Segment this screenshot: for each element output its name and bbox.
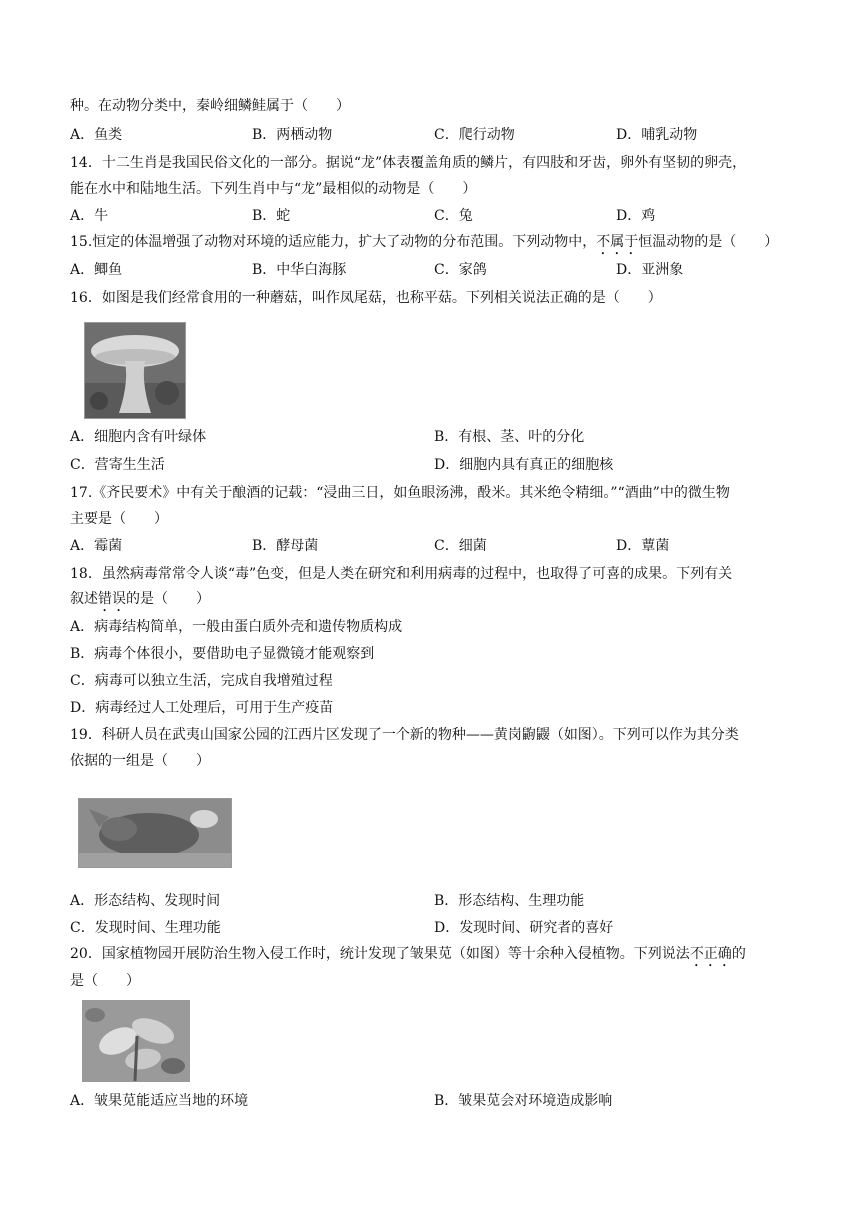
q17-option-c: C．细菌 — [434, 538, 487, 554]
q15-option-c: C．家鸽 — [434, 262, 487, 278]
q19-option-d: D．发现时间、研究者的喜好 — [434, 920, 614, 936]
q16-option-b: B．有根、茎、叶的分化 — [434, 429, 585, 445]
q17-option-b: B．酵母菌 — [252, 538, 319, 554]
q15-option-a: A．鲫鱼 — [70, 262, 123, 278]
q20-stem-emphasis: 不正确 — [689, 946, 732, 962]
q20-option-a: A．皱果苋能适应当地的环境 — [70, 1093, 249, 1109]
q18-stem-pre: 叙述 — [70, 591, 98, 607]
q17-stem-line1: 17.《齐民要术》中有关于酿酒的记载：“浸曲三日，如鱼眼汤沸，酘米。其米绝令精细。”“酒曲”中的微生物 — [70, 485, 730, 501]
q18-option-c: C．病毒可以独立生活，完成自我增殖过程 — [70, 673, 333, 689]
q15-option-b: B．中华白海豚 — [252, 262, 347, 278]
q18-option-b: B．病毒个体很小，要借助电子显微镜才能观察到 — [70, 646, 375, 662]
q19-option-b: B．形态结构、生理功能 — [434, 893, 585, 909]
q14-stem-line2: 能在水中和陆地生活。下列生肖中与“龙”最相似的动物是（ ） — [70, 181, 477, 197]
q19-option-c: C．发现时间、生理功能 — [70, 920, 221, 936]
q14-option-c: C．兔 — [434, 208, 473, 224]
q14-option-b: B．蛇 — [252, 208, 291, 224]
q16-option-c: C．营寄生生活 — [70, 457, 165, 473]
q14-stem-line1: 14．十二生肖是我国民俗文化的一部分。据说“龙”体表覆盖角质的鳞片，有四肢和牙齿，卵外有坚韧的卵壳， — [70, 155, 747, 171]
q15-stem-emphasis: 不属于 — [596, 234, 639, 250]
q20-stem-line2: 是（ ） — [70, 973, 140, 989]
q19-stem-line1: 19．科研人员在武夷山国家公园的江西片区发现了一个新的物种——黄岗鼩鼹（如图）。下列可以作为其分类 — [70, 727, 739, 743]
q16-option-a: A．细胞内含有叶绿体 — [70, 429, 207, 445]
q17-option-a: A．霉菌 — [70, 538, 123, 554]
q20-stem-line1 — [70, 944, 746, 970]
q20-stem-pre: 20．国家植物园开展防治生物入侵工作时，统计发现了皱果苋（如图）等十余种入侵植物。下列说法 — [70, 946, 690, 962]
q15-stem-post: 恒温动物的是（ ） — [638, 234, 779, 250]
q13-option-c: C．爬行动物 — [434, 127, 515, 143]
q18-option-d: D．病毒经过人工处理后，可用于生产疫苗 — [70, 700, 334, 716]
q13-option-a: A．鱼类 — [70, 127, 123, 143]
q17-option-d: D．蕈菌 — [616, 538, 670, 554]
q20-stem-post: 的 — [731, 946, 746, 962]
q14-option-a: A．牛 — [70, 208, 109, 224]
q15-stem-pre: 15.恒定的体温增强了动物对环境的适应能力，扩大了动物的分布范围。下列动物中， — [70, 234, 597, 250]
q17-stem-line2: 主要是（ ） — [70, 511, 168, 527]
amaranth-photo — [82, 1000, 190, 1082]
q15-option-d: D．亚洲象 — [616, 262, 684, 278]
q18-stem-line2 — [70, 589, 210, 615]
q13-stem: 种。在动物分类中，秦岭细鳞鲑属于（ ） — [70, 98, 350, 114]
mushroom-photo — [84, 322, 186, 419]
q19-option-a: A．形态结构、发现时间 — [70, 893, 221, 909]
q18-stem-post: 的是（ ） — [126, 591, 210, 607]
q18-option-a: A．病毒结构简单，一般由蛋白质外壳和遗传物质构成 — [70, 619, 403, 635]
q20-option-b: B．皱果苋会对环境造成影响 — [434, 1093, 613, 1109]
q18-stem-emphasis: 错误 — [98, 591, 126, 607]
q14-option-d: D．鸡 — [616, 208, 656, 224]
mole-photo — [78, 798, 232, 868]
q16-stem: 16．如图是我们经常食用的一种蘑菇，叫作凤尾菇，也称平菇。下列相关说法正确的是（ ） — [70, 290, 662, 306]
q18-stem-line1: 18．虽然病毒常常令人谈“毒”色变，但是人类在研究和利用病毒的过程中，也取得了可喜的成果。下列有关 — [70, 566, 733, 582]
q15-stem — [70, 232, 778, 258]
q13-option-d: D．哺乳动物 — [616, 127, 698, 143]
q16-option-d: D．细胞内具有真正的细胞核 — [434, 457, 614, 473]
q19-stem-line2: 依据的一组是（ ） — [70, 753, 210, 769]
q13-option-b: B．两栖动物 — [252, 127, 333, 143]
